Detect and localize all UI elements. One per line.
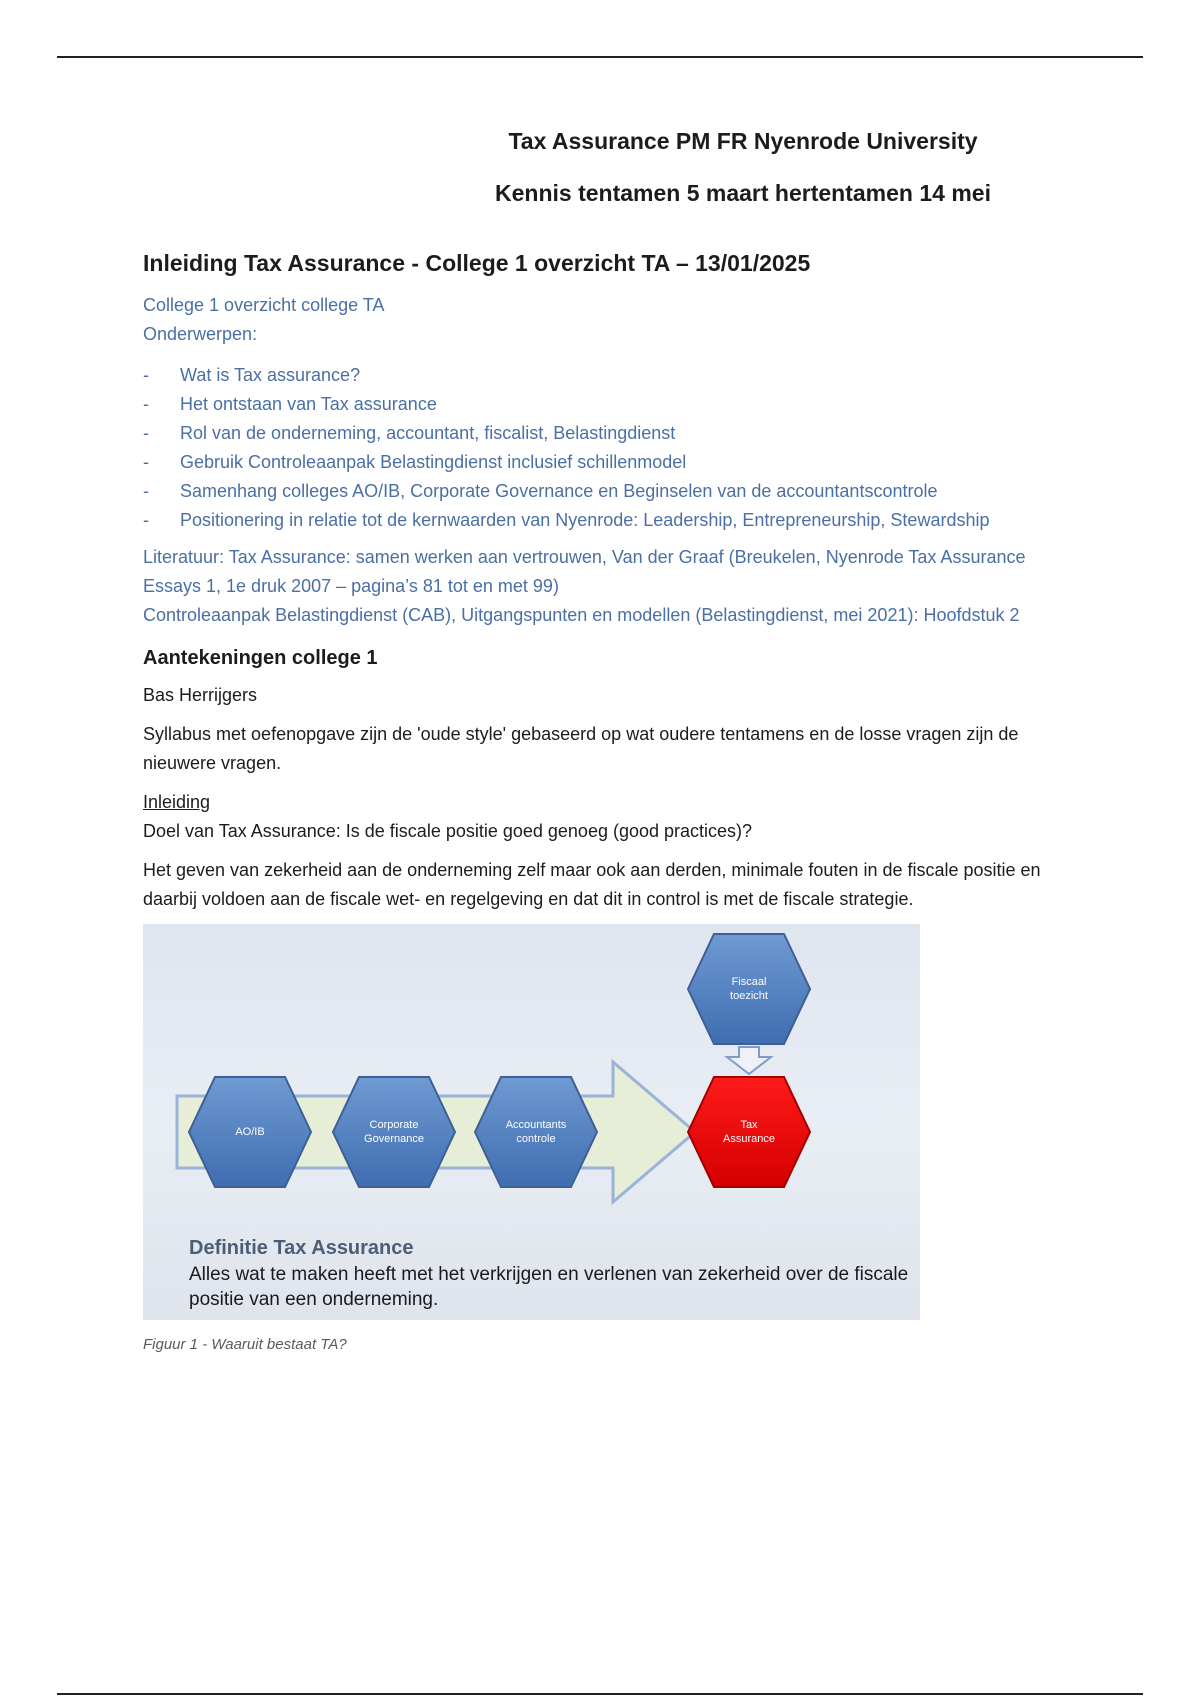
literature bbox=[143, 543, 1063, 630]
bottom-rule bbox=[57, 1693, 1143, 1695]
inleiding-heading: Inleiding bbox=[143, 792, 211, 812]
goal-paragraph: Doel van Tax Assurance: Is de fiscale positie goed genoeg (good practices)? bbox=[143, 821, 753, 841]
hex-label-tax-assurance: Tax Assurance bbox=[723, 1119, 775, 1145]
course-overview bbox=[143, 291, 1063, 349]
list-item: - Het ontstaan van Tax assurance bbox=[143, 390, 1063, 419]
list-item: - Gebruik Controleaanpak Belastingdienst inclusief schillenmodel bbox=[143, 448, 1063, 477]
notes-body bbox=[143, 681, 1063, 914]
definition-paragraph: Het geven van zekerheid aan de onderneming zelf maar ook aan derden, minimale fouten in de fiscale positie en daarbij voldoen aan de fiscale wet- en regelgeving en dat dit in control is met de fiscale strategie. bbox=[143, 860, 1041, 909]
dash-bullet: - bbox=[143, 481, 149, 501]
document-title: Tax Assurance PM FR Nyenrode University bbox=[508, 128, 978, 154]
notes-heading: Aantekeningen college 1 bbox=[143, 647, 378, 669]
list-item: - Rol van de onderneming, accountant, fiscalist, Belastingdienst bbox=[143, 419, 1063, 448]
hex-label-aoib: AO/IB bbox=[235, 1126, 265, 1138]
tax-assurance-diagram bbox=[143, 924, 920, 1320]
figure-definition-title: Definitie Tax Assurance bbox=[189, 1237, 414, 1259]
dash-bullet: - bbox=[143, 452, 149, 472]
list-item: - Positionering in relatie tot de kernwaarden van Nyenrode: Leadership, Entrepreneurship, Stewardship bbox=[143, 506, 1063, 535]
document-subtitle: Kennis tentamen 5 maart hertentamen 14 mei bbox=[495, 180, 991, 206]
hex-label-corporate-governance: Corporate Governance bbox=[364, 1119, 424, 1145]
top-rule bbox=[57, 56, 1143, 58]
dash-bullet: - bbox=[143, 394, 149, 414]
figure-definition-text: Alles wat te maken heeft met het verkrijgen en verlenen van zekerheid over de fiscale positie van een onderneming. bbox=[189, 1264, 909, 1310]
syllabus-paragraph: Syllabus met oefenopgave zijn de 'oude style' gebaseerd op wat oudere tentamens en de losse vragen zijn de nieuwere vragen. bbox=[143, 724, 1019, 773]
dash-bullet: - bbox=[143, 423, 149, 443]
document-body bbox=[143, 128, 1063, 1353]
literature-line: Literatuur: Tax Assurance: samen werken aan vertrouwen, Van der Graaf (Breukelen, Nyenrode Tax Assurance Essays 1, 1e druk 2007 – pagina’s 81 tot en met 99) bbox=[143, 547, 1026, 596]
topics-list bbox=[143, 361, 1063, 535]
figure-caption: Figuur 1 - Waaruit bestaat TA? bbox=[143, 1336, 347, 1353]
author-name: Bas Herrijgers bbox=[143, 685, 258, 705]
overview-line: College 1 overzicht college TA bbox=[143, 295, 385, 315]
topics-label: Onderwerpen: bbox=[143, 324, 258, 344]
section-heading: Inleiding Tax Assurance - College 1 overzicht TA – 13/01/2025 bbox=[143, 250, 811, 276]
literature-line: Controleaanpak Belastingdienst (CAB), Uitgangspunten en modellen (Belastingdienst, mei 2021): Hoofdstuk 2 bbox=[143, 605, 1020, 625]
dash-bullet: - bbox=[143, 365, 149, 385]
list-item: - Samenhang colleges AO/IB, Corporate Governance en Beginselen van de accountantscontrole bbox=[143, 477, 1063, 506]
hex-label-fiscaal-toezicht: Fiscaal toezicht bbox=[730, 976, 768, 1002]
down-arrow bbox=[727, 1047, 771, 1074]
dash-bullet: - bbox=[143, 510, 149, 530]
hex-label-accountants-controle: Accountants controle bbox=[505, 1119, 567, 1145]
list-item: - Wat is Tax assurance? bbox=[143, 361, 1063, 390]
